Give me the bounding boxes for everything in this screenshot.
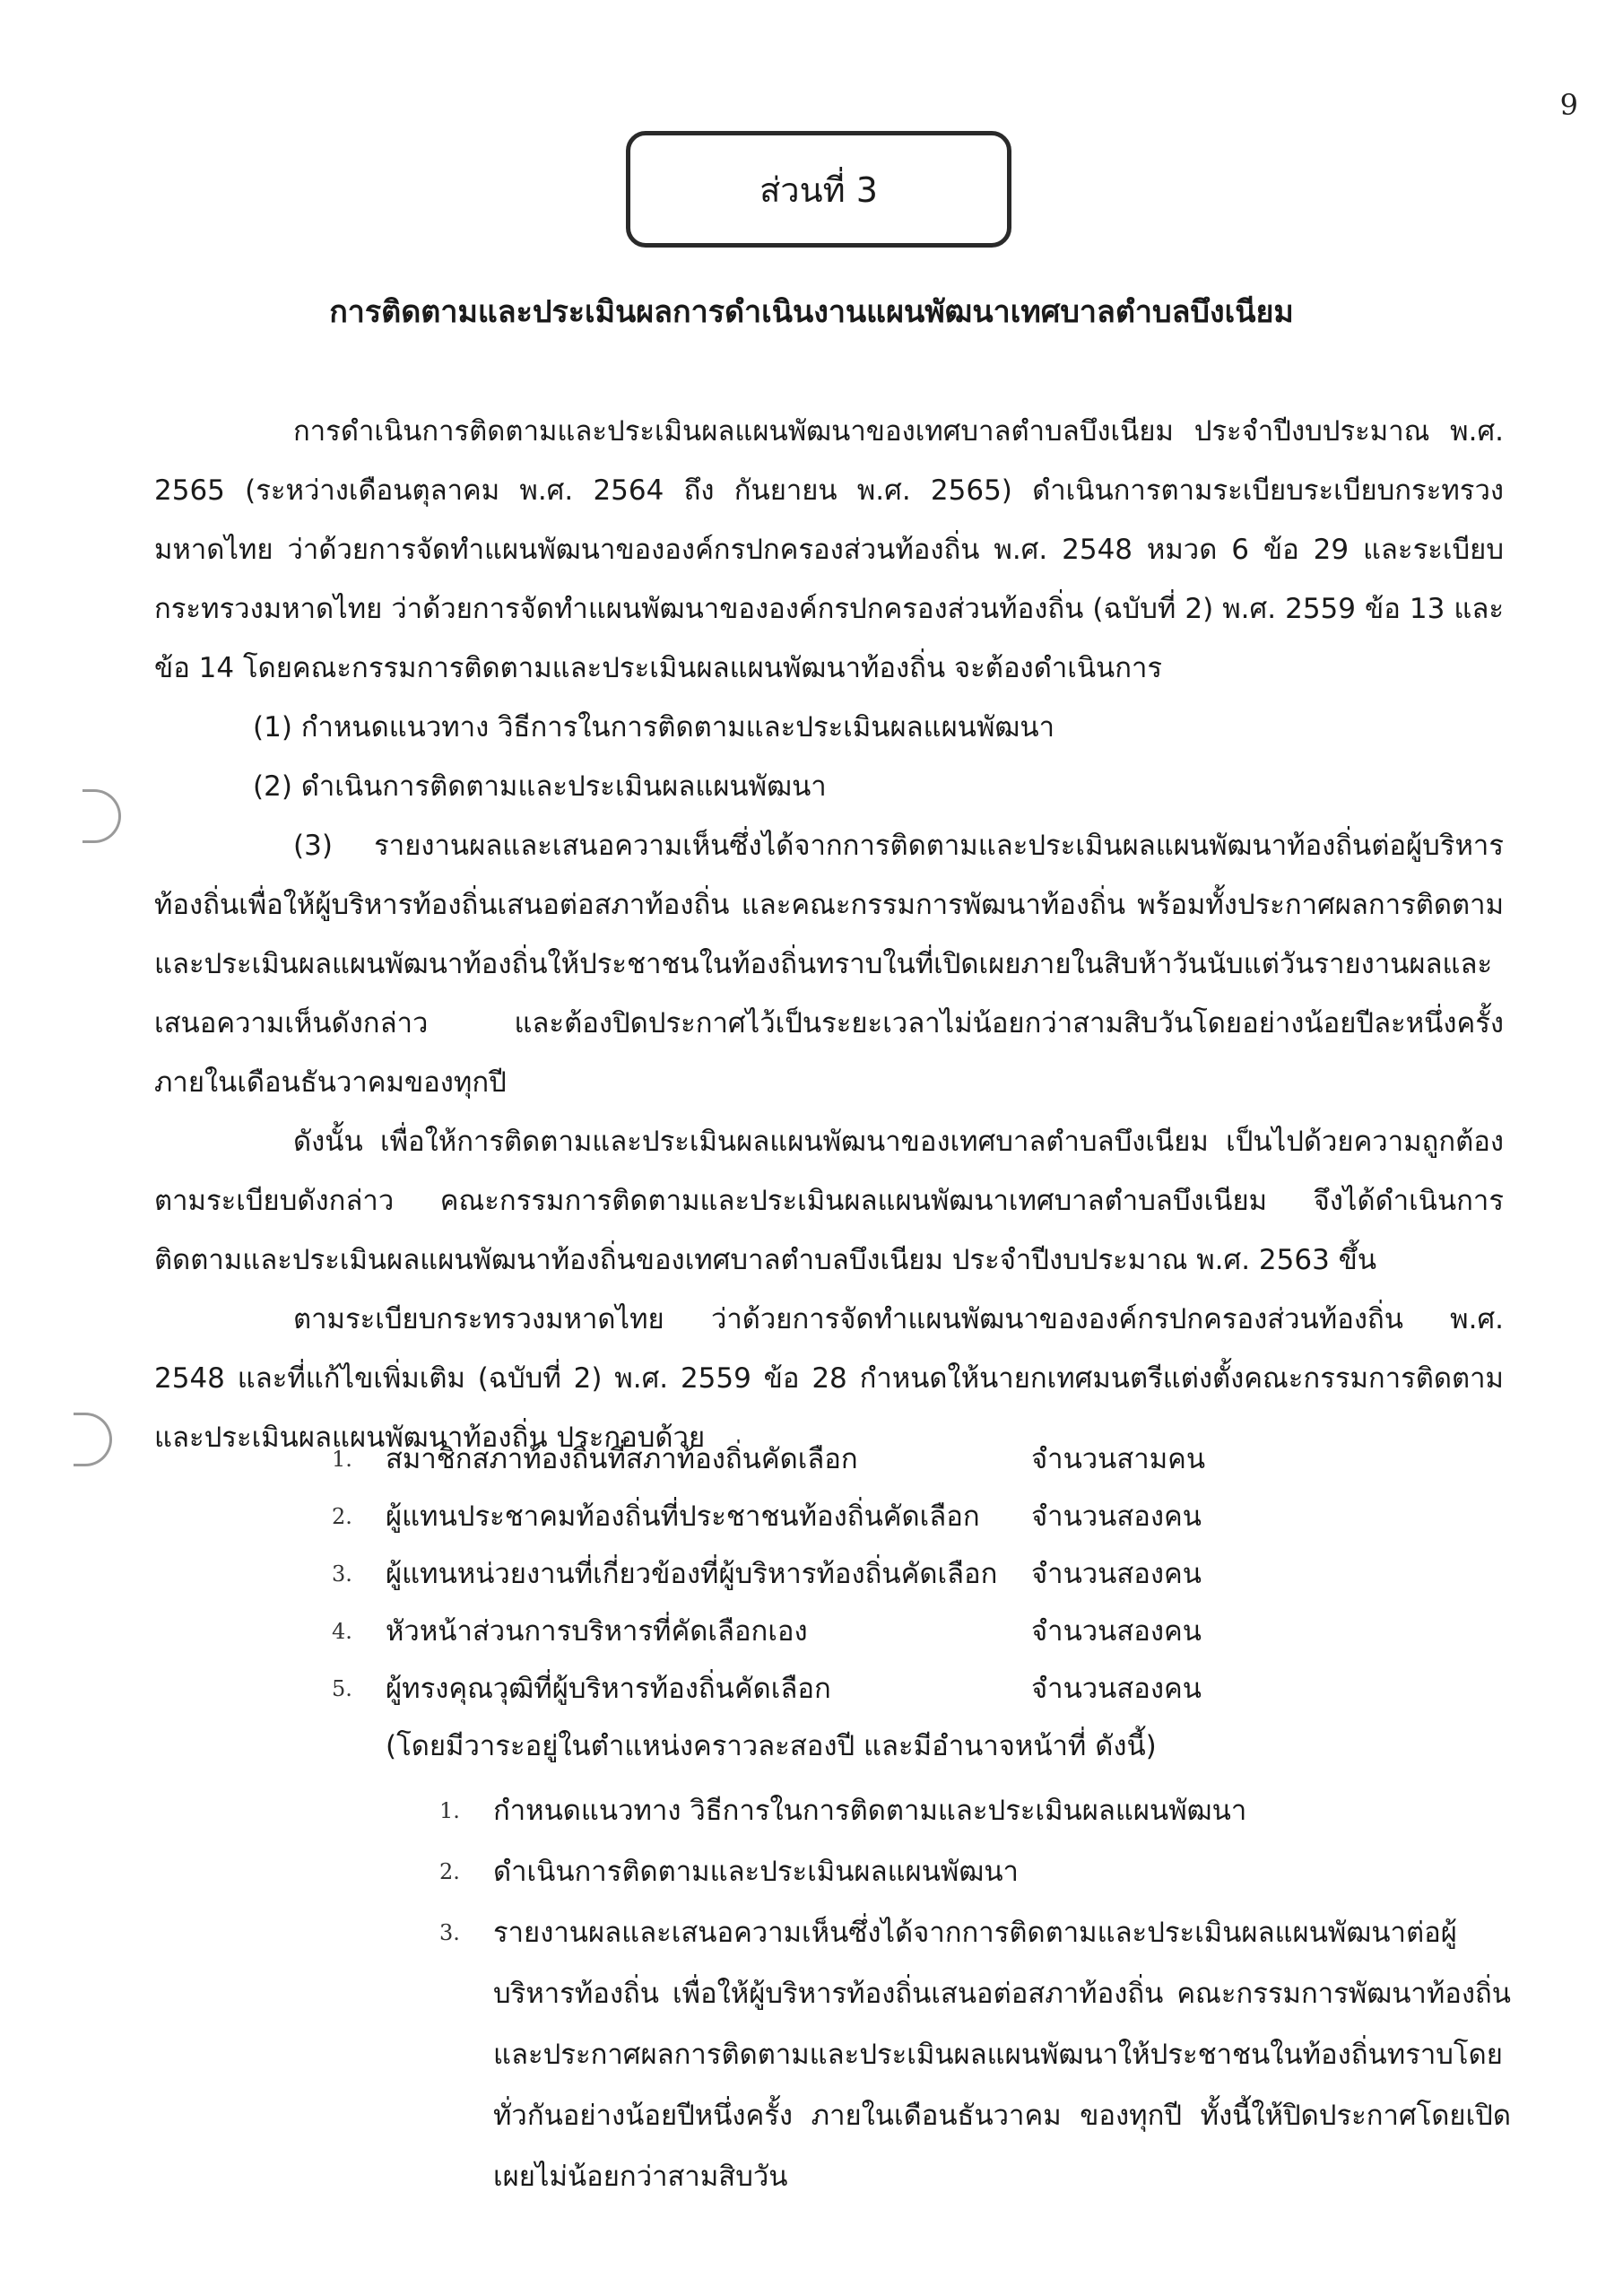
member-label: ผู้ทรงคุณวุฒิที่ผู้บริหารท้องถิ่นคัดเลือก (386, 1673, 831, 1705)
member-number: 3. (332, 1561, 352, 1587)
member-label: ผู้แทนประชาคมท้องถิ่นที่ประชาชนท้องถิ่นคัดเลือก (386, 1500, 980, 1533)
member-count: จำนวนสามคน (1031, 1443, 1206, 1475)
member-label: ผู้แทนหน่วยงานที่เกี่ยวข้องที่ผู้บริหารท้องถิ่นคัดเลือก (386, 1558, 998, 1590)
member-number: 1. (332, 1447, 352, 1472)
committee-duties-list (439, 1780, 1511, 2207)
member-number: 2. (332, 1504, 352, 1529)
document-title: การติดตามและประเมินผลการดำเนินงานแผนพัฒนาเทศบาลตำบลบึงเนียม (329, 294, 1294, 330)
duty-item-2: (2) ดำเนินการติดตามและประเมินผลแผนพัฒนา (253, 770, 827, 803)
term-note: (โดยมีวาระอยู่ในตำแหน่งคราวละสองปี และมีอำนาจหน้าที่ ดังนี้) (386, 1730, 1157, 1762)
member-row (332, 1545, 1228, 1603)
regulation-paragraph: ตามระเบียบกระทรวงมหาดไทย ว่าด้วยการจัดทำแผนพัฒนาขององค์กรปกครองส่วนท้องถิ่น พ.ศ. 2548 และที่แก้ไขเพิ่มเติม (ฉบับที่ 2) พ.ศ. 2559 ข้อ 28 กำหนดให้นายกเทศมนตรีแต่งตั้งคณะกรรมการติดตามและประเมินผลแผนพัฒนาท้องถิ่น ประกอบด้วย (154, 1303, 1504, 1454)
duty-text: กำหนดแนวทาง วิธีการในการติดตามและประเมินผลแผนพัฒนา (493, 1795, 1247, 1827)
member-count: จำนวนสองคน (1031, 1558, 1202, 1590)
duty-text: ดำเนินการติดตามและประเมินผลแผนพัฒนา (493, 1856, 1019, 1888)
duty-number: 2. (439, 1859, 460, 1884)
duty-row (439, 1780, 1511, 1841)
section-label-box (626, 131, 1011, 248)
section-label: ส่วนที่ 3 (759, 170, 878, 210)
member-label: สมาชิกสภาท้องถิ่นที่สภาท้องถิ่นคัดเลือก (386, 1443, 858, 1475)
member-row (332, 1488, 1228, 1545)
member-count: จำนวนสองคน (1031, 1500, 1202, 1533)
member-count: จำนวนสองคน (1031, 1673, 1202, 1705)
therefore-paragraph: ดังนั้น เพื่อให้การติดตามและประเมินผลแผนพัฒนาของเทศบาลตำบลบึงเนียม เป็นไปด้วยความถูกต้องตามระเบียบดังกล่าว คณะกรรมการติดตามและประเมินผลแผนพัฒนาเทศบาลตำบลบึงเนียม จึงได้ดำเนินการติดตามและประเมินผลแผนพัฒนาท้องถิ่นของเทศบาลตำบลบึงเนียม ประจำปีงบประมาณ พ.ศ. 2563 ขึ้น (154, 1126, 1504, 1276)
member-number: 4. (332, 1619, 352, 1644)
page-number: 9 (1559, 88, 1578, 122)
member-count: จำนวนสองคน (1031, 1615, 1202, 1648)
duty-number: 1. (439, 1798, 460, 1823)
member-number: 5. (332, 1676, 352, 1701)
member-row (332, 1431, 1228, 1488)
punch-hole-top (82, 789, 121, 843)
intro-paragraph: การดำเนินการติดตามและประเมินผลแผนพัฒนาของเทศบาลตำบลบึงเนียม ประจำปีงบประมาณ พ.ศ. 2565 (ระหว่างเดือนตุลาคม พ.ศ. 2564 ถึง กันยายน พ.ศ. 2565) ดำเนินการตามระเบียบระเบียบกระทรวงมหาดไทย ว่าด้วยการจัดทำแผนพัฒนาขององค์กรปกครองส่วนท้องถิ่น พ.ศ. 2548 หมวด 6 ข้อ 29 และระเบียบกระทรวงมหาดไทย ว่าด้วยการจัดทำแผนพัฒนาขององค์กรปกครองส่วนท้องถิ่น (ฉบับที่ 2) พ.ศ. 2559 ข้อ 13 และข้อ 14 โดยคณะกรรมการติดตามและประเมินผลแผนพัฒนาท้องถิ่น จะต้องดำเนินการ (154, 415, 1504, 684)
committee-members-list (332, 1431, 1228, 1718)
member-label: หัวหน้าส่วนการบริหารที่คัดเลือกเอง (386, 1615, 808, 1648)
duty-item-1: (1) กำหนดแนวทาง วิธีการในการติดตามและประเมินผลแผนพัฒนา (253, 711, 1055, 744)
duty-row (439, 1902, 1511, 2207)
duty-text: รายงานผลและเสนอความเห็นซึ่งได้จากการติดตามและประเมินผลแผนพัฒนาต่อผู้บริหารท้องถิ่น เพื่อให้ผู้บริหารท้องถิ่นเสนอต่อสภาท้องถิ่น คณะกรรมการพัฒนาท้องถิ่น และประกาศผลการติดตามและประเมินผลแผนพัฒนาให้ประชาชนในท้องถิ่นทราบโดยทั่วกันอย่างน้อยปีหนึ่งครั้ง ภายในเดือนธันวาคม ของทุกปี ทั้งนี้ให้ปิดประกาศโดยเปิดเผยไม่น้อยกว่าสามสิบวัน (493, 1917, 1511, 2193)
duty-item-3: (3) รายงานผลและเสนอความเห็นซึ่งได้จากการติดตามและประเมินผลแผนพัฒนาท้องถิ่นต่อผู้บริหารท้องถิ่นเพื่อให้ผู้บริหารท้องถิ่นเสนอต่อสภาท้องถิ่น และคณะกรรมการพัฒนาท้องถิ่น พร้อมทั้งประกาศผลการติดตามและประเมินผลแผนพัฒนาท้องถิ่นให้ประชาชนในท้องถิ่นทราบในที่เปิดเผยภายในสิบห้าวันนับแต่วันรายงานผลและเสนอความเห็นดังกล่าว และต้องปิดประกาศไว้เป็นระยะเวลาไม่น้อยกว่าสามสิบวันโดยอย่างน้อยปีละหนึ่งครั้งภายในเดือนธันวาคมของทุกปี (154, 830, 1504, 1099)
member-row (332, 1603, 1228, 1660)
duty-row (439, 1841, 1511, 1902)
body-text (154, 402, 1504, 1467)
duty-number: 3. (439, 1920, 460, 1945)
member-row (332, 1660, 1228, 1718)
punch-hole-bottom (74, 1413, 112, 1466)
